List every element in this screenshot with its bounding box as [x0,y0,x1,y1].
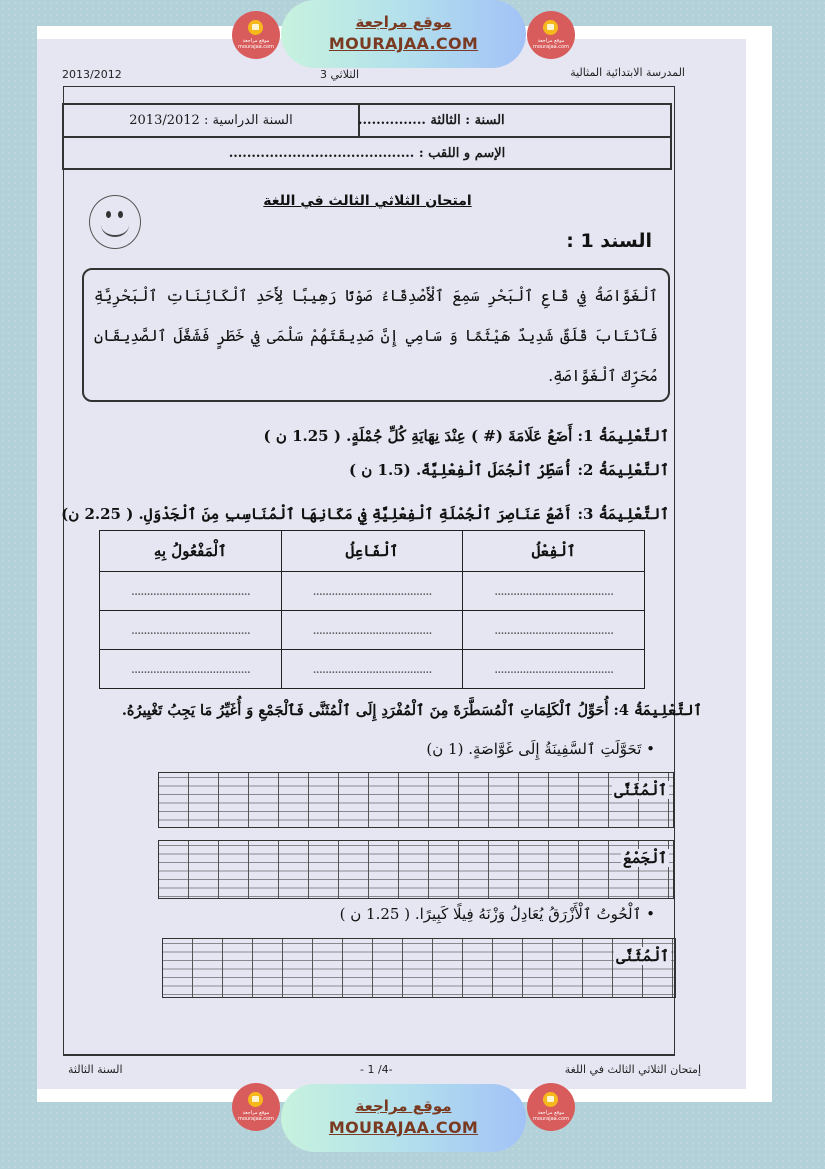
writing-grid-dual-1[interactable] [158,772,674,828]
sentence-elements-table [99,530,645,689]
answer-cell[interactable]: ...................................... [281,611,463,650]
instruction-4: ٱلتَّعْلِيمَةُ 4: أُحَوِّلُ ٱلْكَلِمَاتِ ٱلْمُسَطَّرَةَ مِنَ ٱلْمُفْرَدِ إِلَى ٱلْمُثَنَّى فَٱلْجَمْعِ وَ أُغَيِّرُ مَا يَجِبُ تَغْيِيرُهُ. [121,702,702,719]
answer-cell[interactable]: ...................................... [281,650,463,689]
answer-cell[interactable]: ...................................... [463,611,645,650]
footer-grade: السنة الثالثة [68,1063,123,1076]
book-icon [543,20,558,35]
badge-text-lat: mourajaa.com [532,44,569,50]
book-icon [543,1092,558,1107]
badge-text-ar: موقع مراجعة [242,1110,270,1116]
sentence-2: • ٱلْحُوتُ ٱلْأَزْرَقُ يُعَادِلُ وَزْنَهُ فِيلًا كَبِيرًا. ( 1.25 ن ) [339,905,655,923]
instruction-1: ٱلتَّعْلِيمَةُ 1: أَضَعُ عَلَامَةَ (# ) عِنْدَ نِهَايَةِ كُلِّ جُمْلَةٍ. ( 1.25 ن ) [263,427,669,445]
student-info-box [62,103,672,170]
mourajaa-badge-icon[interactable] [527,11,575,59]
info-row-1 [64,105,670,138]
column-object: ٱلْمَفْعُولُ بِهِ [100,531,282,572]
page-number: - 1 /4- [360,1063,393,1076]
logo-arabic: موقع مراجعة [355,1097,452,1115]
logo-latin: MOURAJAA.COM [328,1118,479,1137]
badge-text-ar: موقع مراجعة [242,38,270,44]
mourajaa-logo-top[interactable] [281,0,526,68]
book-icon [248,1092,263,1107]
writing-grid-plural[interactable] [158,840,674,899]
grade-field: السنة : الثالثة ............... [358,113,505,128]
logo-latin: MOURAJAA.COM [328,34,479,53]
exam-title: امتحان الثلاثي الثالث في اللغة [263,193,472,209]
instruction-2: ٱلتَّعْلِيمَةُ 2: أُسَطِّرُ ٱلْجُمَلَ ٱلْفِعْلِيَّةَ. (1.5 ن ) [348,461,669,479]
badge-text-ar: موقع مراجعة [537,38,565,44]
answer-cell[interactable]: ...................................... [100,650,282,689]
answer-cell[interactable]: ...................................... [463,572,645,611]
badge-text-lat: mourajaa.com [237,44,274,50]
answer-cell[interactable]: ...................................... [100,611,282,650]
logo-arabic: موقع مراجعة [355,13,452,31]
table-row [100,650,645,689]
header-trimester: الثلاثي 3 [320,68,360,81]
footer-exam-title: إمتحان الثلاثي الثالث في اللغة [564,1063,701,1076]
mourajaa-logo-bottom[interactable] [281,1084,526,1152]
badge-text-lat: mourajaa.com [237,1116,274,1122]
name-field: الإسم و اللقب : ......................................... [228,145,506,161]
smile-icon [101,213,129,237]
instruction-3: ٱلتَّعْلِيمَةُ 3: أَضَعُ عَنَاصِرَ ٱلْجُمْلَةِ ٱلْفِعْلِيَّةِ فِي مَكَانِهَا ٱلْمُنَاسِبِ مِنَ ٱلْجَدْوَلِ. ( 2.25 ن) [61,505,669,523]
table-header-row [100,531,645,572]
header-school: المدرسة الابتدائية المثالية [570,66,685,79]
grid-label-plural: ٱلْجَمْعُ [623,849,667,867]
header-year: 2013/2012 [62,68,122,81]
grid-label-dual: ٱلْمُثَنَّى [614,781,667,799]
document-label: السند 1 : [566,230,652,252]
answer-cell[interactable]: ...................................... [463,650,645,689]
smiley-face-icon [89,195,141,249]
table-row [100,572,645,611]
mourajaa-badge-icon[interactable] [527,1083,575,1131]
reading-passage-box [82,268,670,402]
column-verb: ٱلْفِعْلُ [463,531,645,572]
mourajaa-badge-icon[interactable] [232,11,280,59]
answer-cell[interactable]: ...................................... [100,572,282,611]
column-subject: ٱلْفَاعِلُ [281,531,463,572]
writing-grid-dual-2[interactable] [162,938,676,998]
reading-passage: ٱلْغَوَّاصَةُ فِي قَاعِ ٱلْبَحْرِ سَمِعَ ٱلْأَصْدِقَاءُ صَوْتًا رَهِيبًا لِأَحَدِ ٱلْكَائِنَاتِ ٱلْبَحْرِيَّةِ فَٱنْتَابَ قَلَقٌ شَدِيدٌ هَيْثَمًا وَ سَامِي إِنَّ صَدِيقَتَهُمْ سَلْمَى فِي خَطَرٍ فَشَغَّلَ ٱلصَّدِيقَانِ مُحَرِّكَ ٱلْغَوَّاصَةِ. [94,287,658,385]
school-year-field: السنة الدراسية : 2013/2012 [64,105,360,136]
mourajaa-badge-icon[interactable] [232,1083,280,1131]
answer-cell[interactable]: ...................................... [281,572,463,611]
sentence-1: • تَحَوَّلَتِ ٱلسَّفِينَةُ إِلَى غَوَّاصَةٍ. (1 ن) [426,740,655,758]
badge-text-lat: mourajaa.com [532,1116,569,1122]
book-icon [248,20,263,35]
grid-label-dual: ٱلْمُثَنَّى [616,947,669,965]
table-row [100,611,645,650]
badge-text-ar: موقع مراجعة [537,1110,565,1116]
